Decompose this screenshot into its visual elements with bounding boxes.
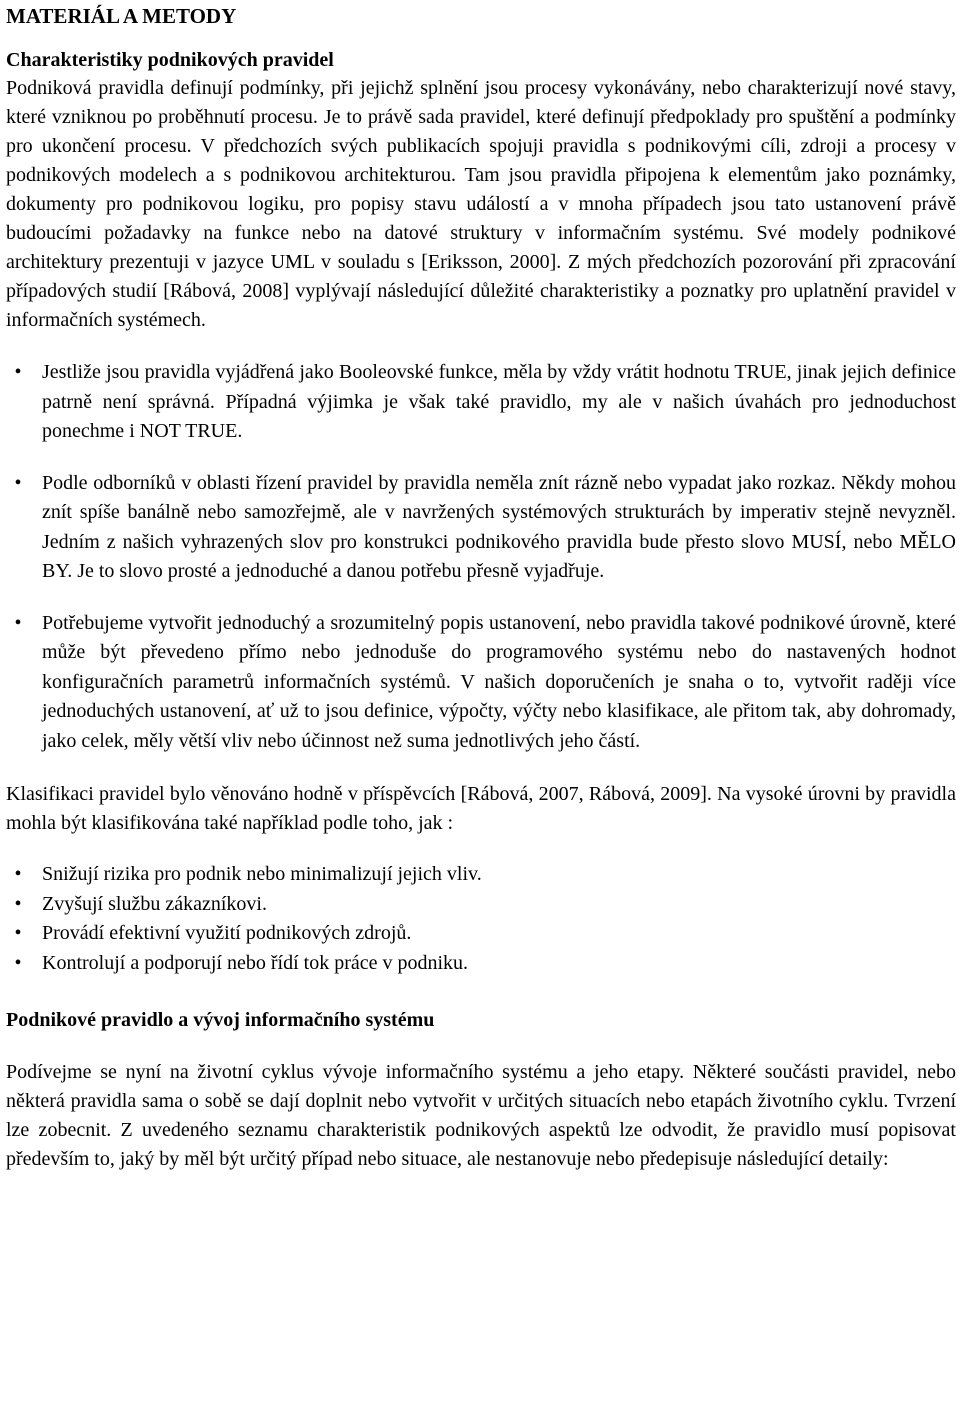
section-heading-lifecycle: Podnikové pravidlo a vývoj informačního systému	[6, 1009, 435, 1031]
bullet-icon: •	[14, 611, 22, 634]
list-item	[6, 358, 956, 447]
section-heading-characteristics: Charakteristiky podnikových pravidel	[6, 49, 334, 71]
chapter-heading: MATERIÁL A METODY	[6, 4, 237, 28]
list-item-text: Jestliže jsou pravidla vyjádřená jako Booleovské funkce, měla by vždy vrátit hodnotu TRUE, jinak jejich definice patrně není správná. Případná výjimka je však také pravidlo, my ale v našich úvahách pro jednoduchost ponechme i NOT TRUE.	[42, 361, 956, 442]
list-item	[6, 890, 956, 920]
list-item	[6, 609, 956, 757]
bullet-icon: •	[14, 471, 22, 494]
characteristics-list	[6, 358, 956, 756]
bullet-icon: •	[14, 951, 22, 974]
list-item	[6, 949, 956, 979]
list-item-text: Podle odborníků v oblasti řízení pravidel by pravidla neměla znít rázně nebo vypadat jako rozkaz. Někdy mohou znít spíše banálně nebo samozřejmě, ale v navržených systémových strukturách by imperativ stejně nevyzněl. Jedním z našich vyhrazených slov pro konstrukci podnikového pravidla bude přesto slovo MUSÍ, nebo MĚLO BY. Je to slovo prosté a jednoduché a danou potřebu přesně vyjadřuje.	[42, 471, 956, 582]
lifecycle-paragraph: Podívejme se nyní na životní cyklus vývoje informačního systému a jeho etapy. Některé součásti pravidel, nebo některá pravidla sama o sobě se dají doplnit nebo vytvořit v určitých situacích nebo etapách životního cyklu. Tvrzení lze zobecnit. Z uvedeného seznamu charakteristik podnikových aspektů lze odvodit, že pravidlo musí popisovat především to, jaký by měl být určitý případ nebo situace, ale nestanovuje nebo předepisuje následující detaily:	[6, 1061, 956, 1170]
bullet-icon: •	[14, 361, 22, 383]
intro-paragraph: Podniková pravidla definují podmínky, při jejichž splnění jsou procesy vykonávány, nebo charakterizují nové stavy, které vzniknou po proběhnutí procesu. Je to právě sada pravidel, které definují předpoklady pro spuštění a podmínky pro ukončení procesu. V předchozích svých publikacích spojuji pravidla s podnikovými cíli, zdroji a procesy v podnikových modelech a s podnikovou architekturou. Tam jsou pravidla připojena k elementům jako poznámky, dokumenty pro podnikovou logiku, pro popisy stavu událostí a v mnoha případech jsou tato ustanovení právě budoucími požadavky na funkce nebo na datové struktury v informačním systému. Své modely podnikové architektury prezentuji v jazyce UML v souladu s [Eriksson, 2000]. Z mých předchozích pozorování při zpracování případových studií [Rábová, 2008] vyplývají následující důležité charakteristiky a poznatky pro uplatnění pravidel v informačních systémech.	[6, 77, 956, 331]
list-item	[6, 919, 956, 949]
list-item-text: Kontrolují a podporují nebo řídí tok práce v podniku.	[42, 951, 469, 974]
list-item	[6, 860, 956, 890]
list-item-text: Snižují rizika pro podnik nebo minimalizují jejich vliv.	[42, 863, 482, 885]
classification-list	[6, 860, 956, 978]
bullet-icon: •	[14, 922, 22, 944]
bullet-icon: •	[14, 863, 22, 885]
list-item-text: Potřebujeme vytvořit jednoduchý a srozumitelný popis ustanovení, nebo pravidla takové podnikové úrovně, které může být převedeno přímo nebo jednoduše do programového systému nebo do nastavených hodnot konfiguračních parametrů informačních systémů. V našich doporučeních je snaha o to, vytvořit raději více jednoduchých ustanovení, ať už to jsou definice, výpočty, výčty nebo klasifikace, ale přitom tak, aby dohromady, jako celek, měly větší vliv nebo účinnost než suma jednotlivých jeho částí.	[42, 611, 956, 752]
list-item	[6, 469, 956, 587]
list-item-text: Provádí efektivní využití podnikových zdrojů.	[42, 922, 412, 944]
classification-paragraph: Klasifikaci pravidel bylo věnováno hodně v příspěvcích [Rábová, 2007, Rábová, 2009]. Na vysoké úrovni by pravidla mohla být klasifikována také například podle toho, jak :	[6, 783, 956, 834]
bullet-icon: •	[14, 892, 22, 915]
list-item-text: Zvyšují službu zákazníkovi.	[42, 892, 267, 915]
